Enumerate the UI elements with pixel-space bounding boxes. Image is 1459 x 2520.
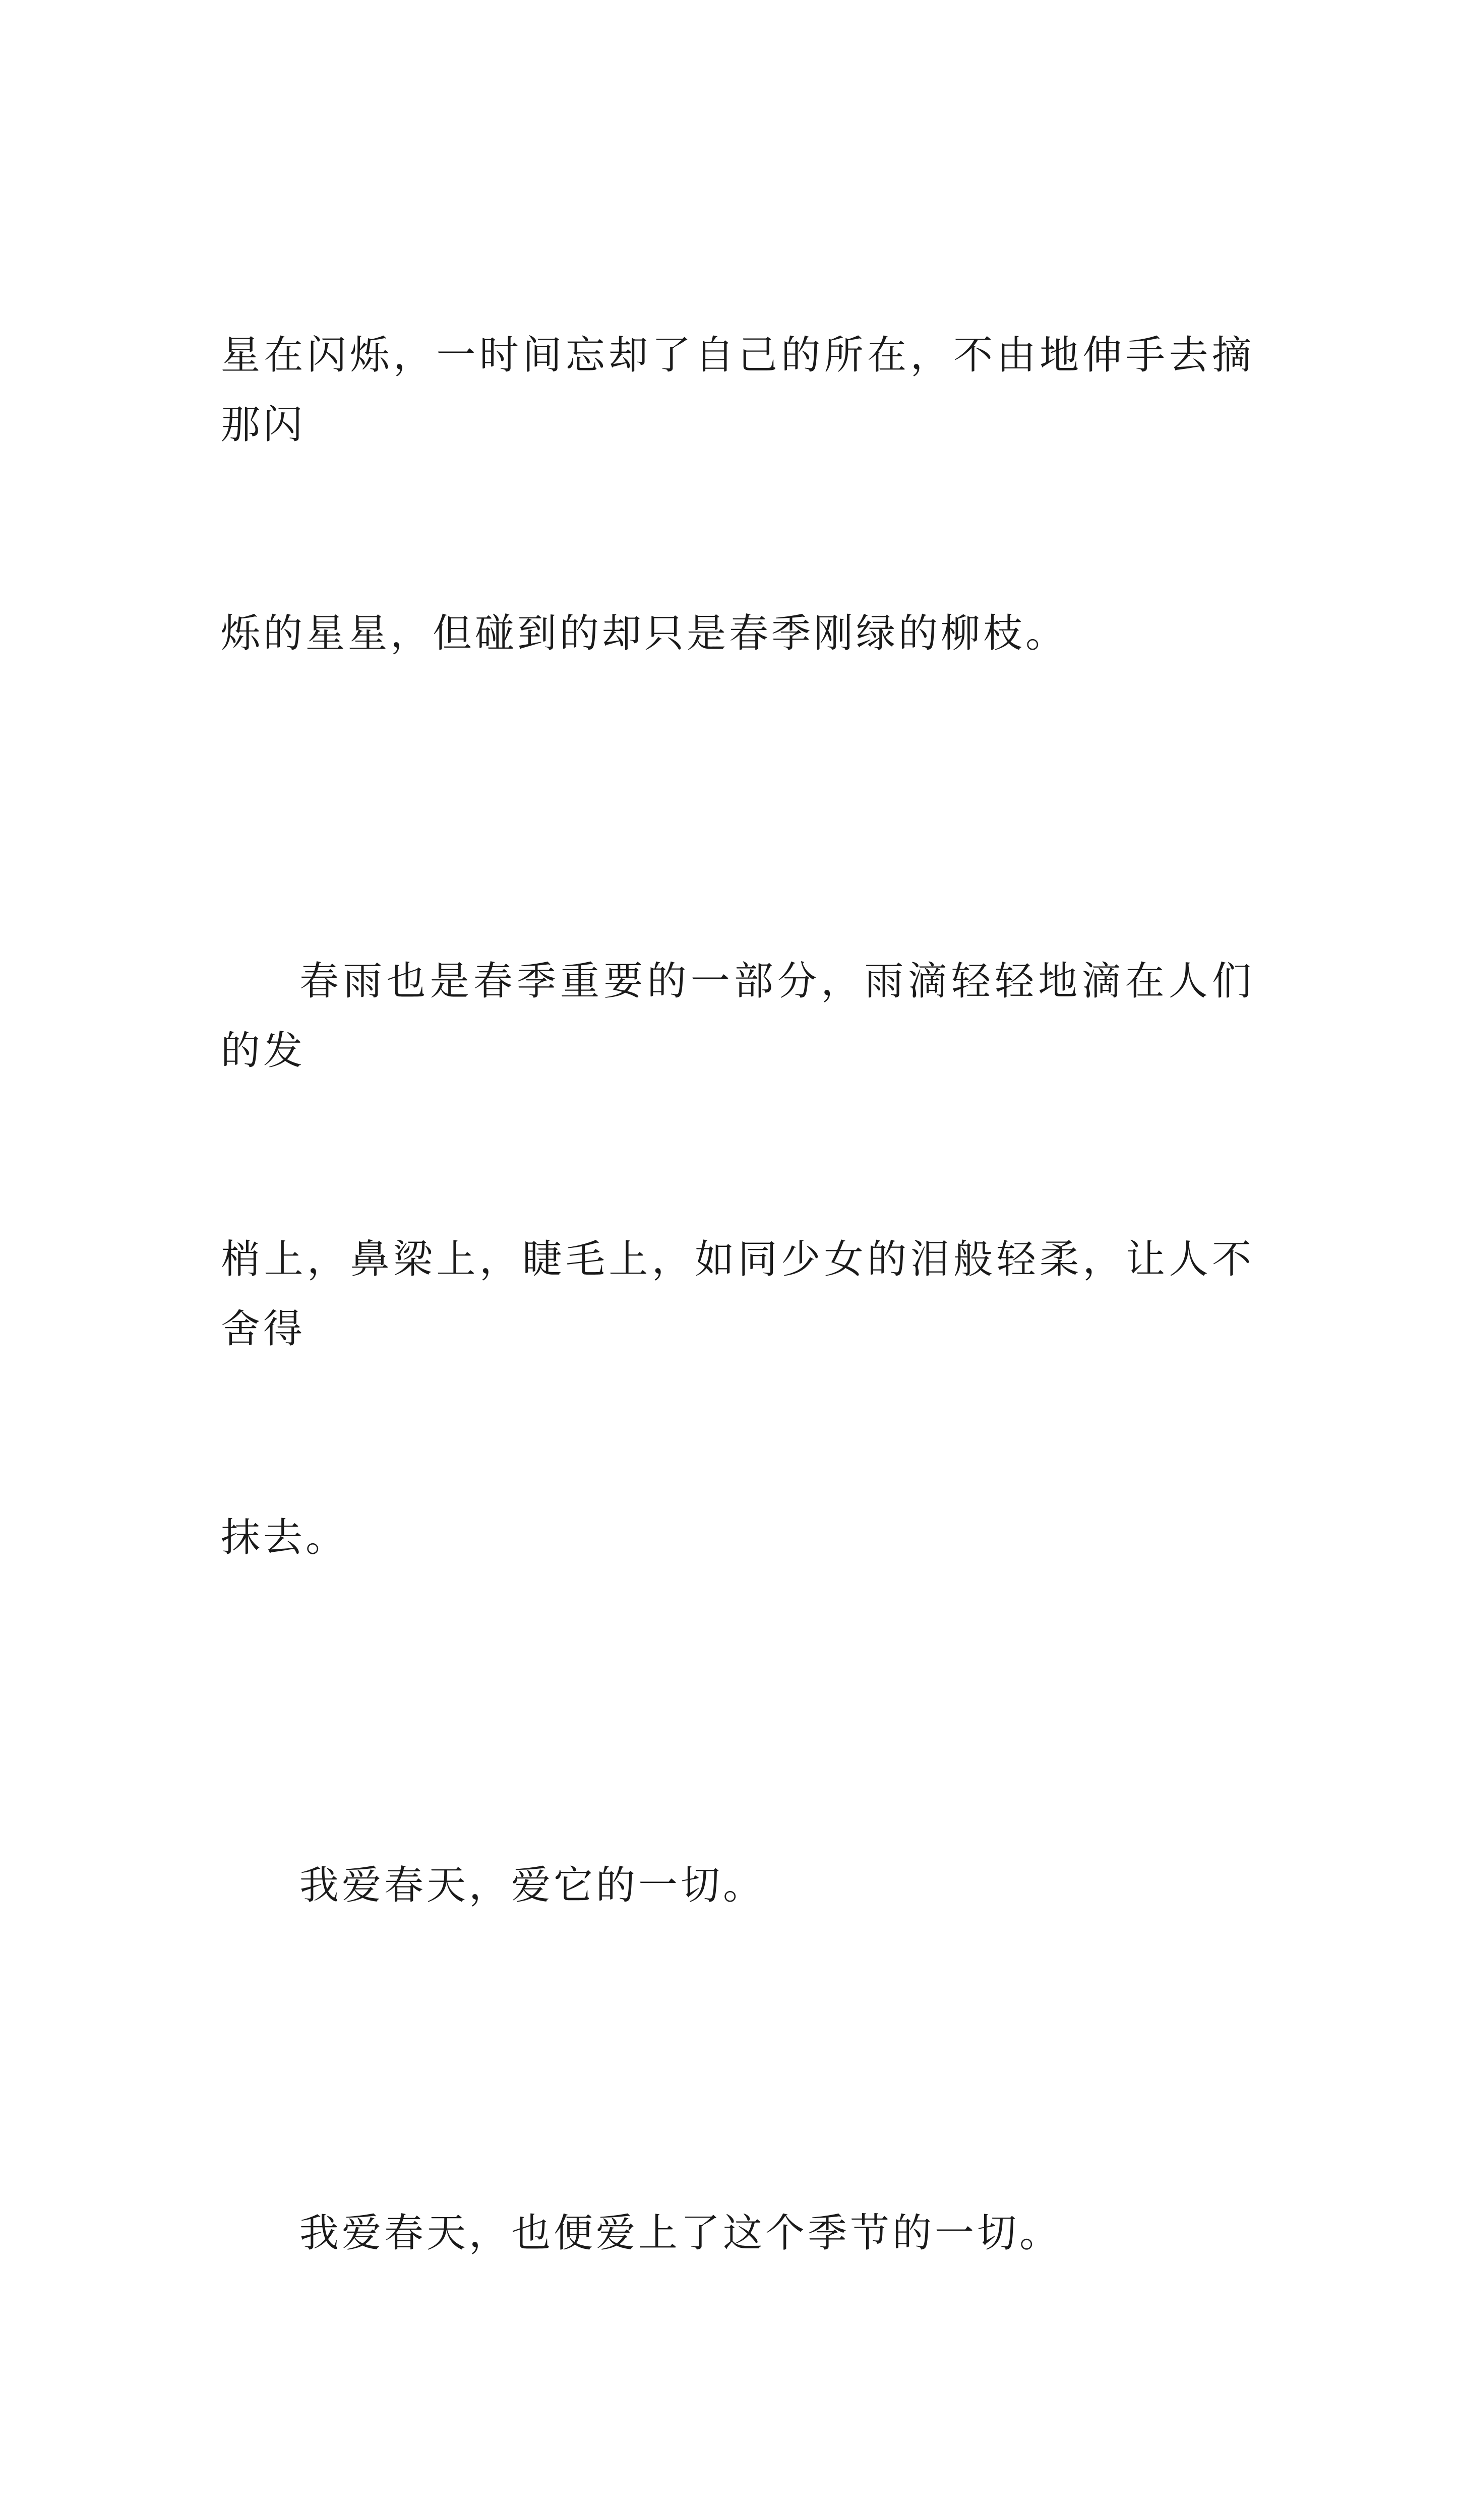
paragraph-4 <box>221 2059 1254 2407</box>
text-line: 我爱春天，也便爱上了这个季节的一切。 <box>299 2211 1062 2256</box>
text-line: 梢上，鼻梁上，睫毛上，如同少女的泪般轻柔，让人不舍得 <box>221 1237 1254 1352</box>
text-line: 烁的星星，但碰到的却只是春季刚绿的柳枝。 <box>221 611 1068 656</box>
text-line: 星在闪烁，一时间忘却了自己的所在，不由地伸手去摘那闪 <box>221 333 1254 448</box>
paragraph-1 <box>221 181 1254 807</box>
text-line: 春雨也是春季重要的一部分，雨滴轻轻地滴在人们的发 <box>221 959 1254 1074</box>
text-line: 我爱春天，爱它的一切。 <box>299 1863 766 1908</box>
document-body <box>221 181 1254 2520</box>
paragraph-3 <box>221 1712 1254 2059</box>
paragraph-2 <box>221 807 1254 1712</box>
section-heading <box>221 2407 1254 2520</box>
text-line: 抹去。 <box>221 1515 348 1560</box>
